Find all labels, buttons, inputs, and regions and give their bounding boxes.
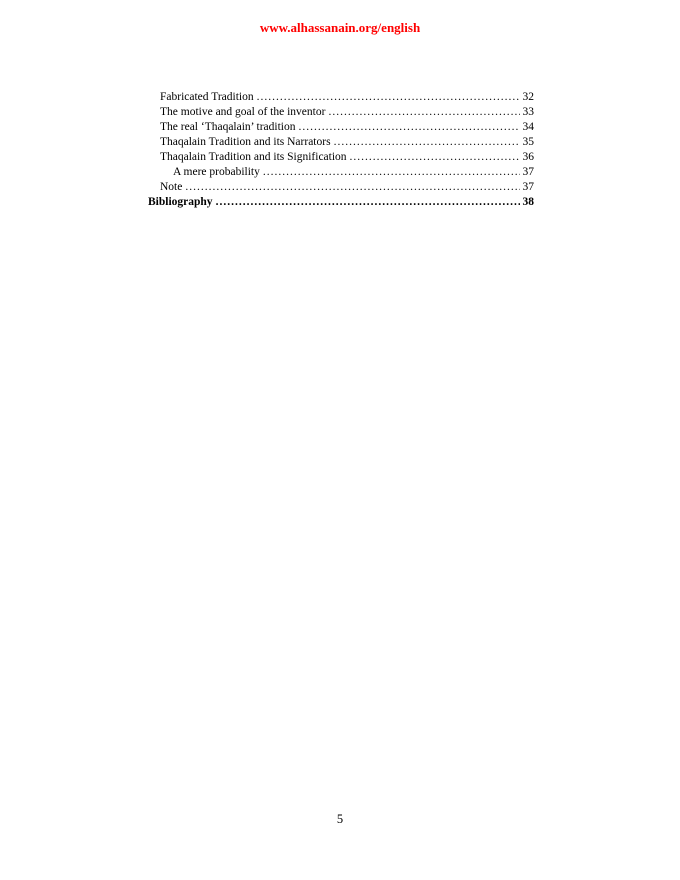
toc-dot-leader bbox=[185, 180, 519, 195]
toc-entry-title: The motive and goal of the inventor bbox=[160, 106, 326, 118]
site-url-header[interactable]: www.alhassanain.org/english bbox=[259, 20, 421, 35]
toc-entry[interactable] bbox=[148, 105, 534, 120]
toc-entry-page: 37 bbox=[522, 181, 534, 193]
toc-entry-page: 38 bbox=[522, 196, 534, 208]
toc-entry-page: 35 bbox=[522, 136, 534, 148]
toc-entry[interactable] bbox=[148, 180, 534, 195]
toc-entry-bibliography[interactable] bbox=[148, 195, 534, 210]
toc-entry-title: The real ‘Thaqalain’ tradition bbox=[160, 121, 296, 133]
toc-entry-title: Note bbox=[160, 181, 183, 193]
toc-dot-leader bbox=[263, 165, 520, 180]
toc-dot-leader bbox=[328, 105, 519, 120]
toc-entry-page: 33 bbox=[522, 106, 534, 118]
toc-dot-leader bbox=[257, 90, 520, 105]
toc-entry-title: A mere probability bbox=[173, 166, 260, 178]
table-of-contents bbox=[148, 90, 534, 210]
page-number: 5 bbox=[336, 812, 344, 826]
toc-dot-leader bbox=[298, 120, 519, 135]
toc-dot-leader bbox=[334, 135, 520, 150]
toc-entry-title: Thaqalain Tradition and its Narrators bbox=[160, 136, 331, 148]
toc-entry-page: 36 bbox=[522, 151, 534, 163]
toc-entry-page: 37 bbox=[522, 166, 534, 178]
toc-dot-leader bbox=[216, 195, 520, 210]
toc-entry-title: Bibliography bbox=[148, 196, 213, 208]
toc-entry-title: Thaqalain Tradition and its Signification bbox=[160, 151, 347, 163]
toc-entry[interactable] bbox=[148, 90, 534, 105]
toc-entry-page: 34 bbox=[522, 121, 534, 133]
toc-entry[interactable] bbox=[148, 150, 534, 165]
toc-entry-title: Fabricated Tradition bbox=[160, 91, 254, 103]
toc-entry[interactable] bbox=[148, 120, 534, 135]
toc-dot-leader bbox=[350, 150, 520, 165]
toc-entry-page: 32 bbox=[522, 91, 534, 103]
toc-entry[interactable] bbox=[148, 165, 534, 180]
toc-entry[interactable] bbox=[148, 135, 534, 150]
